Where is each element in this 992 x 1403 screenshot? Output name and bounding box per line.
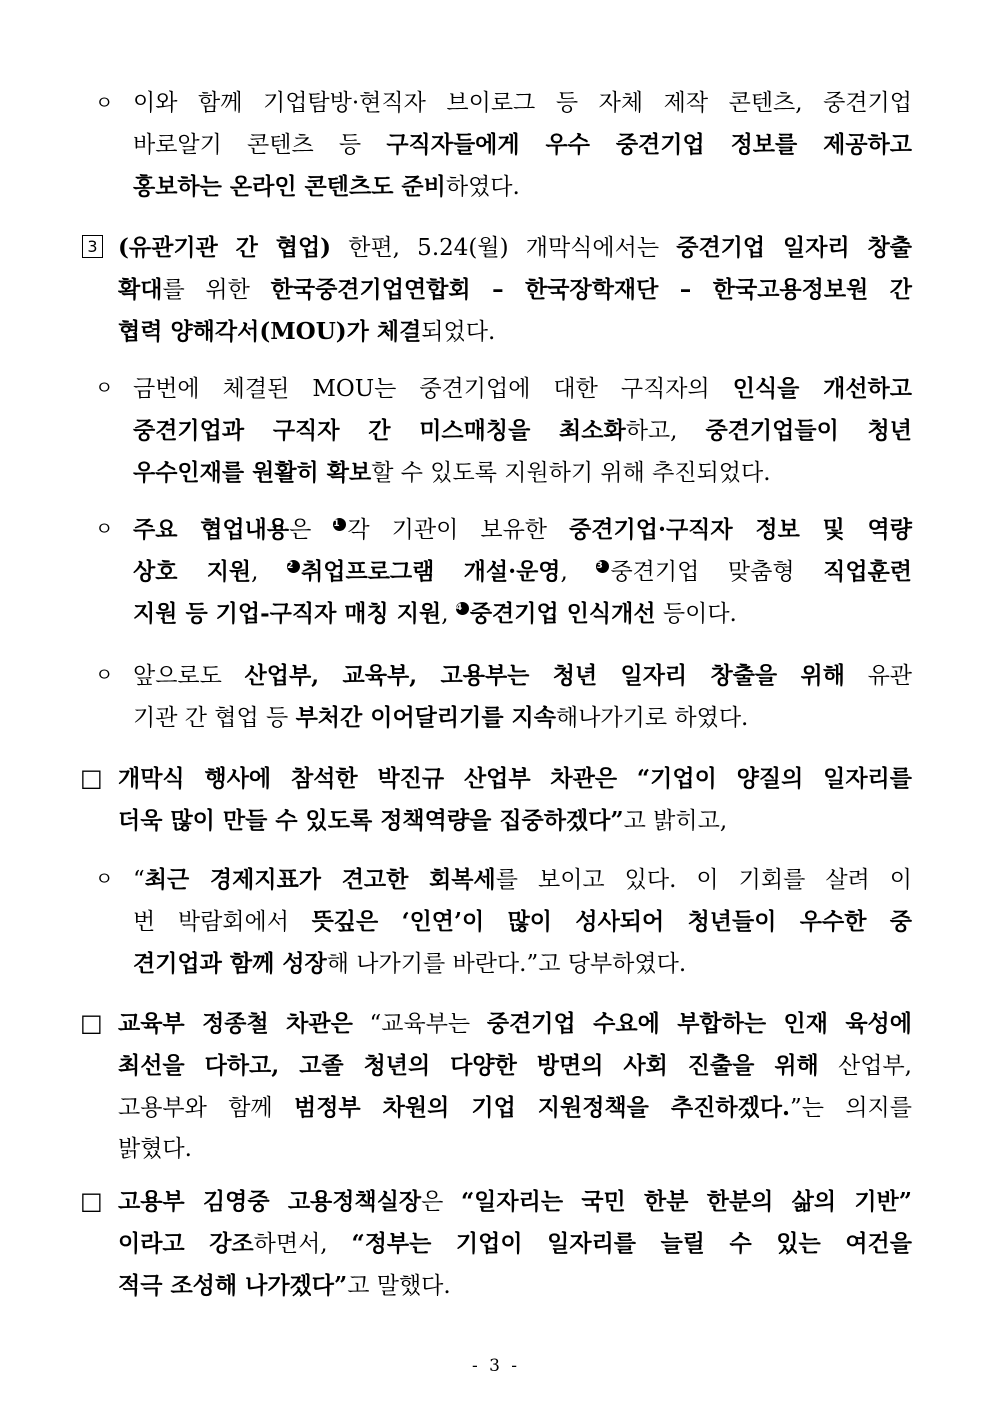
text-line: 이와 함께 기업탐방·현직자 브이로그 등 자체 제작 콘텐츠, 중견기업 bbox=[133, 90, 912, 116]
text-line: 금번에 체결된 MOU는 중견기업에 대한 구직자의 인식을 개선하고 bbox=[133, 375, 912, 402]
text-line: 기관 간 협업 등 부처간 이어달리기를 지속해나가기로 하였다. bbox=[133, 704, 749, 731]
bullet-marker: ㅇ bbox=[95, 518, 114, 540]
circled-number-1: 1 bbox=[333, 518, 346, 531]
circled-number-3: 3 bbox=[596, 560, 609, 573]
text-line: “최근 경제지표가 견고한 회복세를 보이고 있다. 이 기회를 살려 이 bbox=[133, 866, 913, 893]
text-line: 주요 협업내용은 $^1$ 각 기관이 보유한 중견기업·구직자 정보 및 역량 bbox=[133, 516, 912, 543]
paragraph-mou-purpose bbox=[133, 368, 912, 494]
paragraph-content-promotion bbox=[133, 83, 912, 208]
text-line: 홍보하는 온라인 콘텐츠도 준비하였다. bbox=[133, 173, 520, 200]
text-line: 확대를 위한 한국중견기업연합회 – 한국장학재단 – 한국고용정보원 간 bbox=[118, 276, 912, 303]
text-line: (유관기관 간 협업) 한편, 5.24(월) 개막식에서는 중견기업 일자리 창출 bbox=[118, 234, 912, 261]
bullet-box-marker: □ bbox=[80, 1009, 103, 1037]
text-line: 중견기업과 구직자 간 미스매칭을 최소화하고, 중견기업들이 청년 bbox=[133, 417, 912, 444]
paragraph-quote-industry bbox=[133, 859, 912, 985]
bullet-marker: ㅇ bbox=[95, 377, 114, 399]
text-line: 적극 조성해 나가겠다”고 말했다. bbox=[118, 1272, 451, 1299]
text-line: 협력 양해각서(MOU)가 체결되었다. bbox=[118, 318, 496, 345]
bullet-marker: ㅇ bbox=[95, 92, 114, 114]
paragraph-vice-minister-education bbox=[118, 1003, 912, 1170]
text-line: 최선을 다하고, 고졸 청년의 다양한 방면의 사회 진출을 위해 산업부, bbox=[118, 1052, 912, 1079]
bullet-marker: ㅇ bbox=[95, 664, 114, 686]
paragraph-vice-minister-industry bbox=[118, 758, 912, 842]
section-number-box: 3 bbox=[82, 227, 103, 268]
paragraph-future bbox=[133, 655, 912, 739]
text-line: 이라고 강조하면서, “정부는 기업이 일자리를 늘릴 수 있는 여건을 bbox=[118, 1230, 912, 1257]
paragraph-employment-policy bbox=[118, 1181, 912, 1307]
circled-number-2: 2 bbox=[287, 560, 300, 573]
text-line: 우수인재를 원활히 확보할 수 있도록 지원하기 위해 추진되었다. bbox=[133, 459, 771, 486]
bullet-box-marker: □ bbox=[80, 1187, 103, 1215]
text-line: 지원 등 기업-구직자 매칭 지원, $^4$ 중견기업 인식개선 등이다. bbox=[133, 600, 737, 627]
paragraph-cooperation bbox=[133, 509, 912, 635]
text-line: 고용부 김영중 고용정책실장은 “일자리는 국민 한분 한분의 삶의 기반” bbox=[118, 1188, 913, 1215]
bullet-marker: ㅇ bbox=[95, 868, 114, 890]
text-line: 견기업과 함께 성장해 나가기를 바란다.”고 당부하였다. bbox=[133, 950, 687, 977]
text-line: 더욱 많이 만들 수 있도록 정책역량을 집중하겠다”고 밝히고, bbox=[118, 807, 728, 834]
paragraph-mou bbox=[118, 227, 912, 353]
page-number: - 3 - bbox=[471, 1356, 521, 1376]
text-line: 고용부와 함께 범정부 차원의 기업 지원정책을 추진하겠다.”는 의지를 bbox=[118, 1094, 912, 1121]
text-line: 앞으로도 산업부, 교육부, 고용부는 청년 일자리 창출을 위해 유관 bbox=[133, 662, 912, 689]
text-line: 상호 지원, $^2$ 취업프로그램 개설·운영, $^3$ 중견기업 맞춤형 직업훈련 bbox=[133, 558, 913, 585]
text-line: 바로알기 콘텐츠 등 구직자들에게 우수 중견기업 정보를 제공하고 bbox=[133, 131, 912, 158]
text-line: 번 박람회에서 뜻깊은 ‘인연’이 많이 성사되어 청년들이 우수한 중 bbox=[133, 908, 912, 935]
text-line: 교육부 정종철 차관은 “교육부는 중견기업 수요에 부합하는 인재 육성에 bbox=[118, 1010, 912, 1037]
bullet-box-marker: □ bbox=[80, 764, 103, 792]
text-line: 밝혔다. bbox=[118, 1136, 192, 1162]
text-line: 개막식 행사에 참석한 박진규 산업부 차관은 “기업이 양질의 일자리를 bbox=[118, 765, 912, 792]
circled-number-4: 4 bbox=[456, 602, 469, 615]
